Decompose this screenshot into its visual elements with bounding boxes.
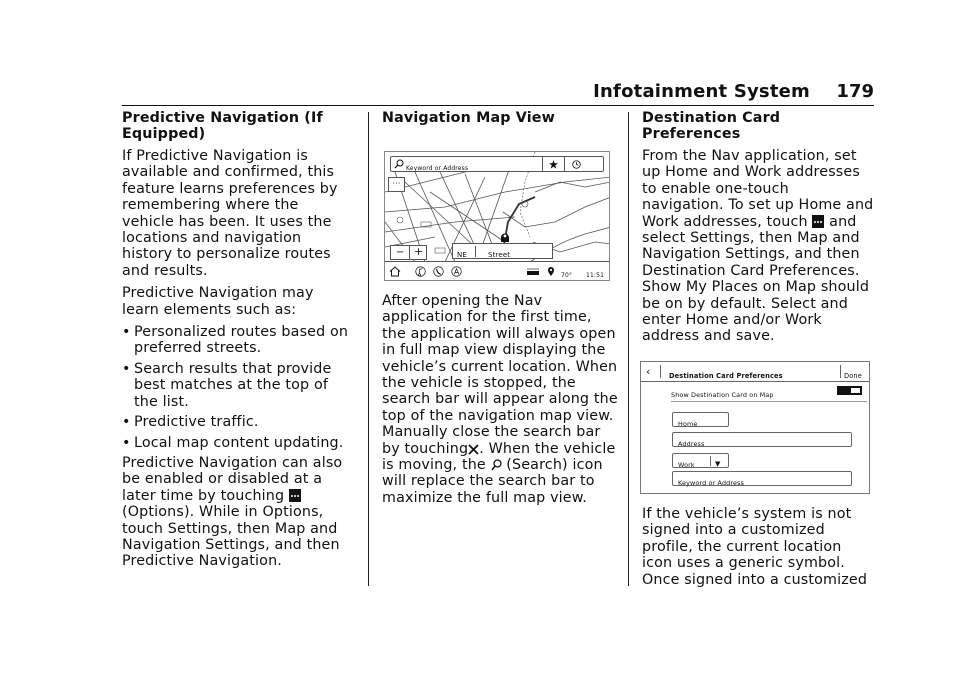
page-header	[122, 80, 874, 106]
section-title: Infotainment System	[593, 81, 810, 102]
phone-icon[interactable]	[433, 266, 444, 277]
favorite-star-icon[interactable]	[549, 160, 558, 169]
toggle-knob	[851, 388, 860, 393]
divider	[840, 365, 841, 378]
search-icon	[394, 159, 404, 169]
clock: 11:51	[586, 272, 605, 279]
home-field[interactable]: Home	[672, 412, 729, 427]
map-options-button[interactable]: ···	[388, 177, 405, 192]
work-label: Work	[678, 460, 695, 469]
destination-card-screenshot	[640, 361, 870, 494]
back-chevron-icon[interactable]: ‹	[646, 364, 651, 378]
outside-temperature: 70°	[561, 272, 573, 279]
done-button[interactable]: Done	[844, 371, 862, 380]
column-predictive-navigation	[122, 110, 354, 576]
system-status-bar	[385, 261, 610, 280]
list-item: • Predictive traffic.	[122, 414, 354, 430]
home-icon[interactable]	[389, 266, 401, 277]
options-icon	[812, 215, 824, 228]
divider	[564, 157, 565, 171]
heading-direction: NE	[457, 251, 467, 259]
search-icon	[491, 459, 502, 471]
navigation-map-screenshot	[384, 151, 610, 281]
paragraph: From the Nav application, set up Home and Work addresses to enable one-touch navigation. To set up Home and Work addresses, touch and select Settings, then Map and Navigation Settings, and then Destination Card Preferences. Show My Places on Map should be on by default. Select and enter Home and/or Work address and save.	[642, 148, 874, 345]
list-item: • Local map content updating.	[122, 435, 354, 451]
keyword-address-field[interactable]: Keyword or Address	[672, 471, 852, 486]
work-field[interactable]	[672, 453, 729, 468]
location-pin-icon	[547, 266, 555, 277]
zoom-out-button[interactable]: −	[396, 247, 405, 258]
column-divider	[628, 112, 629, 586]
divider	[671, 401, 867, 402]
screen-header	[641, 362, 869, 382]
column-destination-card-preferences	[642, 110, 874, 594]
show-card-toggle[interactable]	[837, 386, 862, 395]
divider	[710, 456, 711, 466]
paragraph: After opening the Nav application for the first time, the application will always open in full map view displaying the vehicle’s current location. When the vehicle is stopped, the search bar will appear along the top of the navigation map view. Manually close the search bar by touching . When the vehicle is moving, the (Search) icon will replace the search bar to maximize the full map view.	[382, 293, 618, 506]
current-street-bar	[452, 243, 553, 259]
paragraph: If the vehicle’s system is not signed into a customized profile, the current location icon uses a generic symbol. Once signed into a customized	[642, 505, 868, 588]
search-placeholder: Keyword or Address	[406, 165, 469, 172]
chevron-down-icon[interactable]: ▼	[715, 459, 721, 468]
show-card-label: Show Destination Card on Map	[671, 390, 774, 399]
page-number: 179	[836, 81, 874, 102]
recent-clock-icon[interactable]	[572, 160, 581, 169]
column-divider	[368, 112, 369, 586]
heading-predictive-navigation: Predictive Navigation (If Equipped)	[122, 110, 323, 142]
divider	[660, 365, 661, 378]
screen-title: Destination Card Preferences	[669, 371, 783, 380]
column-navigation-map-view	[382, 110, 618, 512]
list-item: • Search results that provide best matches at the top of the list.	[122, 361, 354, 410]
options-icon	[289, 489, 301, 502]
media-icon[interactable]	[415, 266, 426, 277]
paragraph: Predictive Navigation may learn elements such as:	[122, 285, 314, 318]
bullet-list	[122, 324, 354, 451]
heading-destination-card-preferences: Destination Card Preferences	[642, 110, 781, 142]
paragraph: Predictive Navigation can also be enabled or disabled at a later time by touching (Options). While in Options, touch Settings, then Map and Navigation Settings, and then Predictive Navigation.	[122, 454, 343, 570]
nav-icon[interactable]	[451, 266, 462, 277]
zoom-in-button[interactable]: +	[414, 245, 424, 258]
list-item: • Personalized routes based on preferred streets.	[122, 324, 354, 357]
address-field[interactable]: Address	[672, 432, 852, 447]
zoom-controls	[390, 245, 427, 260]
heading-navigation-map-view: Navigation Map View	[382, 110, 555, 126]
divider	[475, 246, 476, 257]
divider	[409, 246, 410, 259]
close-icon	[468, 444, 479, 455]
paragraph: If Predictive Navigation is available and confirmed, this feature learns preferences by remembering where the vehicle has been. It uses the locations and navigation history to personalize routes and results.	[122, 148, 338, 279]
map-search-bar[interactable]	[390, 156, 604, 172]
divider	[542, 157, 543, 171]
radio-station-icon	[526, 266, 540, 276]
street-name: Street	[488, 251, 511, 259]
